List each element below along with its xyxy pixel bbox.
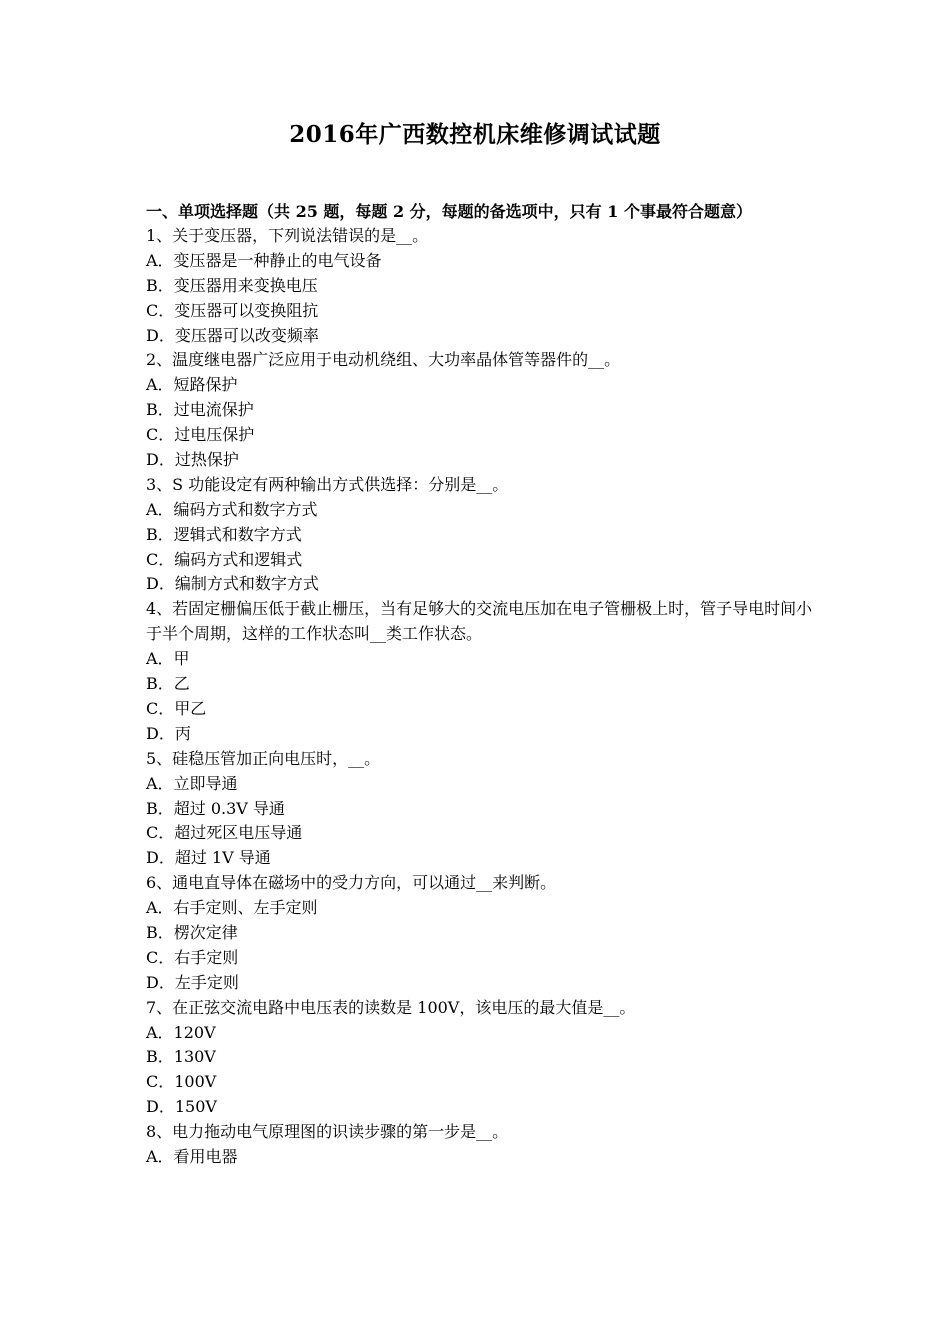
- option-a: A．短路保护: [146, 375, 238, 395]
- page-title: 2016年广西数控机床维修调试试题: [289, 121, 661, 148]
- option-c: C．甲乙: [146, 698, 207, 718]
- option-b: B．楞次定律: [146, 922, 238, 942]
- question-stem: 6、通电直导体在磁场中的受力方向，可以通过__来判断。: [146, 873, 557, 893]
- option-b: B．超过 0.3V 导通: [146, 798, 285, 818]
- option-a: A．右手定则、左手定则: [146, 898, 318, 918]
- option-b: B．过电流保护: [146, 400, 254, 420]
- option-a: A．变压器是一种静止的电气设备: [146, 250, 382, 270]
- option-d: D．超过 1V 导通: [146, 848, 271, 868]
- option-b: B．乙: [146, 674, 190, 694]
- question-7: [146, 996, 816, 1120]
- option-a: A．看用电器: [146, 1146, 238, 1166]
- question-2: [146, 348, 816, 472]
- option-d: D．编制方式和数字方式: [146, 574, 319, 594]
- option-d: D．左手定则: [146, 972, 239, 992]
- option-d: D．过热保护: [146, 450, 239, 470]
- question-stem: 3、S 功能设定有两种输出方式供选择：分别是__。: [146, 474, 509, 494]
- option-a: A．编码方式和数字方式: [146, 499, 318, 519]
- option-a: A．120V: [146, 1022, 216, 1042]
- question-4: [146, 597, 816, 746]
- question-stem: 8、电力拖动电气原理图的识读步骤的第一步是__。: [146, 1122, 509, 1142]
- question-1: [146, 224, 816, 348]
- question-8: [146, 1120, 816, 1170]
- question-6: [146, 871, 816, 995]
- question-stem: 7、在正弦交流电路中电压表的读数是 100V，该电压的最大值是__。: [146, 997, 636, 1017]
- option-c: C．过电压保护: [146, 425, 255, 445]
- option-b: B．变压器用来变换电压: [146, 275, 318, 295]
- question-stem: 1、关于变压器，下列说法错误的是__。: [146, 226, 429, 245]
- document-body: [146, 200, 816, 1170]
- option-a: A．立即导通: [146, 773, 238, 793]
- question-3: [146, 473, 816, 597]
- option-c: C．100V: [146, 1072, 217, 1092]
- option-c: C．右手定则: [146, 947, 239, 967]
- option-a: A．甲: [146, 649, 190, 669]
- option-d: D．150V: [146, 1097, 217, 1117]
- option-c: C．变压器可以变换阻抗: [146, 300, 319, 320]
- option-c: C．超过死区电压导通: [146, 823, 303, 843]
- question-stem: 5、硅稳压管加正向电压时，__。: [146, 748, 381, 768]
- option-d: D．变压器可以改变频率: [146, 325, 319, 345]
- option-c: C．编码方式和逻辑式: [146, 549, 303, 569]
- section-heading: 一、单项选择题（共 25 题，每题 2 分，每题的备选项中，只有 1 个事最符合题意）: [146, 202, 752, 221]
- question-stem: 2、温度继电器广泛应用于电动机绕组、大功率晶体管等器件的__。: [146, 350, 621, 370]
- question-5: [146, 747, 816, 871]
- question-stem: 4、若固定栅偏压低于截止栅压，当有足够大的交流电压加在电子管栅极上时，管子导电时间小于半个周期，这样的工作状态叫__类工作状态。: [146, 599, 813, 644]
- option-b: B．130V: [146, 1047, 216, 1067]
- option-b: B．逻辑式和数字方式: [146, 524, 302, 544]
- option-d: D．丙: [146, 723, 191, 743]
